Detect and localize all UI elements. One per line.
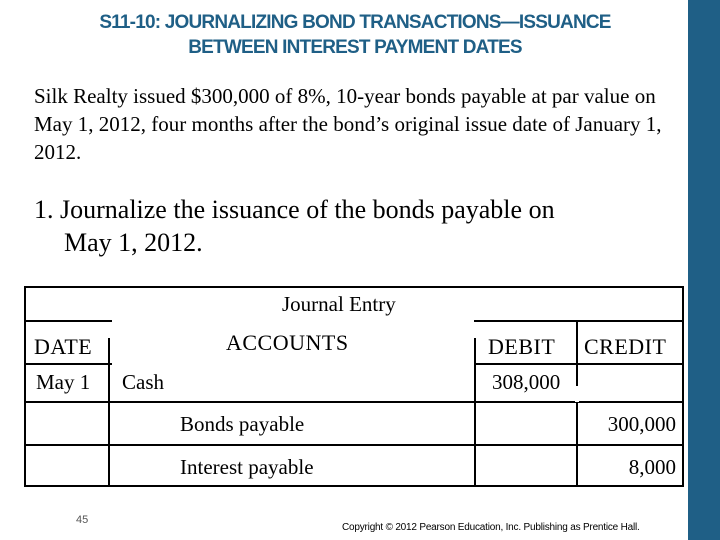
journal-entry-table — [24, 286, 684, 487]
page-number: 45 — [76, 514, 89, 526]
copyright-notice: Copyright © 2012 Pearson Education, Inc. Publishing as Prentice Hall. — [342, 522, 640, 533]
row1-debit: 308,000 — [492, 370, 561, 394]
header-credit: CREDIT — [584, 334, 667, 359]
row3-credit: 8,000 — [628, 455, 676, 479]
row2-account: Bonds payable — [180, 412, 305, 436]
border-gap — [473, 322, 477, 338]
task-number: 1. — [34, 195, 54, 224]
row2-debit-cell — [474, 401, 578, 446]
problem-statement: Silk Realty issued $300,000 of 8%, 10-year bonds payable at par value on May 1, 2012, four months after the bond’s original issue date of January 1, 2012. — [34, 84, 662, 164]
row3-debit-cell — [474, 444, 578, 487]
row3-date-cell — [24, 444, 110, 487]
task-instruction — [34, 193, 684, 259]
side-accent-bar — [688, 0, 720, 540]
border-gap — [112, 320, 474, 324]
slide-title-line-1: S11-10: JOURNALIZING BOND TRANSACTIONS—ISSUANCE — [99, 12, 611, 33]
row1-account: Cash — [122, 370, 164, 394]
task-text-line-1: Journalize the issuance of the bonds payable on — [60, 195, 555, 224]
journal-title: Journal Entry — [282, 292, 396, 316]
row2-credit: 300,000 — [607, 412, 676, 436]
task-text-line-2: May 1, 2012. — [64, 228, 203, 257]
header-date: DATE — [34, 334, 93, 359]
border-gap — [575, 386, 579, 402]
border-gap — [112, 362, 474, 366]
row1-credit-cell — [576, 363, 684, 403]
row2-date-cell — [24, 401, 110, 446]
row1-date: May 1 — [36, 370, 91, 394]
slide-title-line-2: BETWEEN INTEREST PAYMENT DATES — [188, 37, 522, 58]
header-accounts: ACCOUNTS — [226, 330, 349, 355]
border-gap — [107, 322, 111, 338]
header-debit: DEBIT — [488, 334, 556, 359]
row3-account: Interest payable — [180, 455, 314, 479]
slide-title — [20, 10, 690, 60]
